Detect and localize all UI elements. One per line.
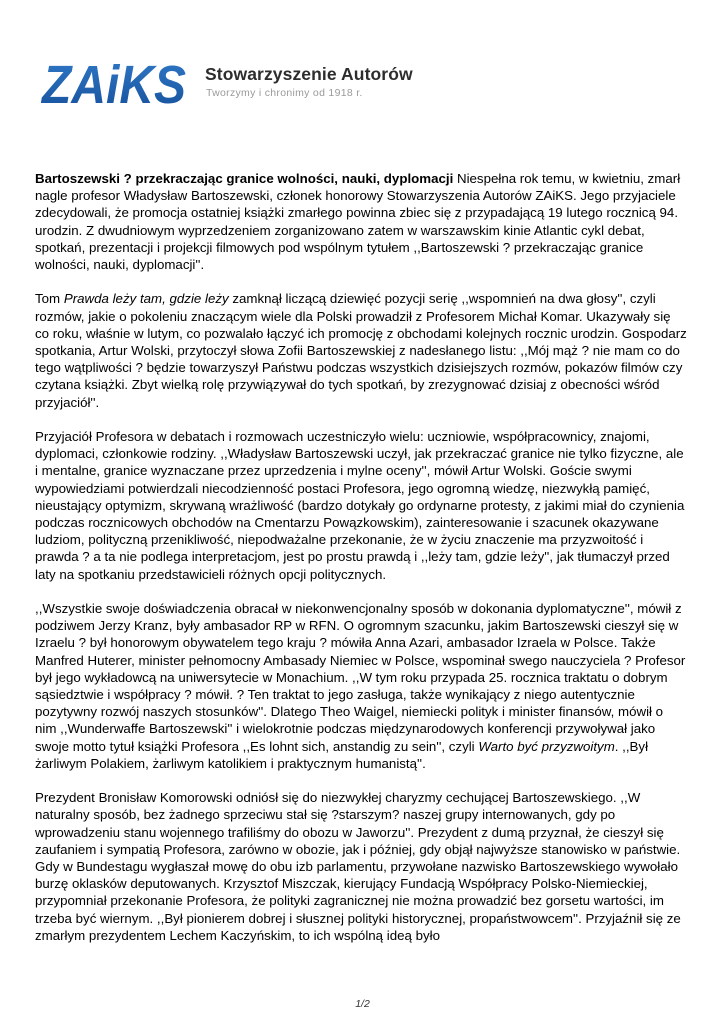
org-name: Stowarzyszenie Autorów xyxy=(205,64,413,84)
page-number: 1/2 xyxy=(355,998,370,1010)
paragraph-2 xyxy=(35,290,687,410)
paragraph-4-text-b: . ,,Był żarliwym Polakiem, żarliwym katolikiem i praktycznym humanistą''. xyxy=(35,738,649,771)
zaiks-logo xyxy=(40,56,190,108)
paragraph-4-text-a: ,,Wszystkie swoje doświadczenia obracał w niekonwencjonalny sposób w dokonania dyplomatyczne'', mówił z podziwem Jerzy Kranz, były ambasador RP w RFN. O ogromnym szacunku, jakim Bartoszewski cieszył się w Izraelu ? był honorowym obywatelem tego kraju ? mówiła Anna Azari, ambasador Izraela w Polsce. Także Manfred Huterer, minister pełnomocny Ambasady Niemiec w Polsce, wspominał swego nauczyciela ? Profesor był jego wykładowcą na uniwersytecie w Monachium. ,,W tym roku przypada 25. rocznica traktatu o dobrym sąsiedztwie i współpracy ? mówił. ? Ten traktat to jego zasługa, także wynikający z niego autentycznie pozytywny rozwój naszych stosunków''. Dlatego Theo Waigel, niemiecki polityk i minister finansów, mówił o nim ,,Wunderwaffe Bartoszewski'' i wielokrotnie podczas międzynarodowych konferencji przywoływał jako swoje motto tytuł książki Profesora ,,Es lohnt sich, anstandig zu sein'', czyli xyxy=(35,601,686,754)
org-tagline: Tworzymy i chronimy od 1918 r. xyxy=(206,87,363,99)
paragraph-2-text-a: Tom xyxy=(35,291,64,307)
paragraph-4 xyxy=(35,600,687,772)
paragraph-5: Prezydent Bronisław Komorowski odniósł się do niezwykłej charyzmy cechującej Bartoszewskiego. ,,W naturalny sposób, bez żadnego sprzeciwu stał się ?starszym? naszej grupy internowanych, gdy po wprowadzeniu stanu wojennego trafiliśmy do obozu w Jaworzu''. Prezydent z dumą przyznał, że cieszył się zaufaniem i sympatią Profesora, zarówno w obozie, jak i później, gdy objął najwyższe stanowisko w państwie. Gdy w Bundestagu wygłaszał mowę do obu izb parlamentu, przywołane nazwisko Bartoszewskiego wywołało burzę oklasków deputowanych. Krzysztof Miszczak, kierujący Fundacją Współpracy Polsko-Niemieckiej, przypomniał przekonanie Profesora, że polityki zagranicznej nie można prowadzić bez gorsetu wartości, im trzeba być wiernym. ,,Był pionierem dobrej i słusznej polityki historycznej, propaństwowcem''. Przyjaźnił się ze zmarłym prezydentem Lechem Kaczyńskim, to ich wspólną ideą było xyxy=(35,790,681,943)
book-title-translation: Warto być przyzwoitym xyxy=(478,738,615,754)
logo-text: ZAiKS xyxy=(40,56,186,108)
article-body xyxy=(35,170,687,961)
paragraph-1-text: Niespełna rok temu, w kwietniu, zmarł nagle profesor Władysław Bartoszewski, członek honorowy Stowarzyszenia Autorów ZAiKS. Jego przyjaciele zdecydowali, że promocja ostatniej książki zmarłego powinna zbiec się z przypadającą 19 lutego rocznicą 94. urodzin. Z dwudniowym wyprzedzeniem zorganizowano zatem w warszawskim kinie Atlantic cykl debat, spotkań, prezentacji i projekcji filmowych pod wspólnym tytułem ,,Bartoszewski ? przekraczając granice wolności, nauki, dyplomacji''. xyxy=(35,171,681,273)
page-header xyxy=(40,52,440,116)
paragraph-2-text-b: zamknął liczącą dziewięć pozycji serię ,,wspomnień na dwa głosy'', czyli rozmów, jakie o pokoleniu znaczącym wiele dla Polski prowadził z Profesorem Michał Komar. Ukazywały się co roku, właśnie w lutym, co pozwalało łączyć ich promocję z obchodami kolejnych rocznic urodzin. Gospodarz spotkania, Artur Wolski, przytoczył słowa Zofii Bartoszewskiej z nadesłanego listu: ,,Mój mąż ? nie mam co do tego wątpliwości ? będzie towarzyszył Państwu podczas wszystkich dzisiejszych rozmów, pokazów filmów czy czytana książki. Zbyt wielką rolę przywiązywał do tych spotkań, by zrezygnować dzisiaj z obecności wśród przyjaciół''. xyxy=(35,291,687,410)
book-title: Prawda leży tam, gdzie leży xyxy=(63,291,229,307)
paragraph-3: Przyjaciół Profesora w debatach i rozmowach uczestniczyło wielu: uczniowie, współpracownicy, znajomi, dyplomaci, członkowie rodziny. ,,Władysław Bartoszewski uczył, jak przekraczać granice nie tylko fizyczne, ale i mentalne, granice wyznaczane przez uprzedzenia i mylne oceny'', mówił Artur Wolski. Goście swymi wypowiedziami potwierdzali niecodzienność postaci Profesora, jego ogromną wiedzę, niezwykłą pamięć, nieustający optymizm, skrywaną wrażliwość (bardzo dotykały go ordynarne protesty, z jakimi miał do czynienia podczas rocznicowych obchodów na Cmentarzu Powązkowskim), zainteresowanie i szacunek okazywane ludziom, polityczną przenikliwość, niepodważalne przekonanie, że w życiu znaczenie ma przyzwoitość i prawda ? a ta nie podlega interpretacjom, jest po prostu prawdą i ,,leży tam, gdzie leży'', jak tłumaczył przed laty na spotkaniu przedstawicieli różnych opcji politycznych. xyxy=(35,429,685,582)
paragraph-1 xyxy=(35,170,687,273)
article-title: Bartoszewski ? przekraczając granice wolności, nauki, dyplomacji xyxy=(35,171,454,186)
